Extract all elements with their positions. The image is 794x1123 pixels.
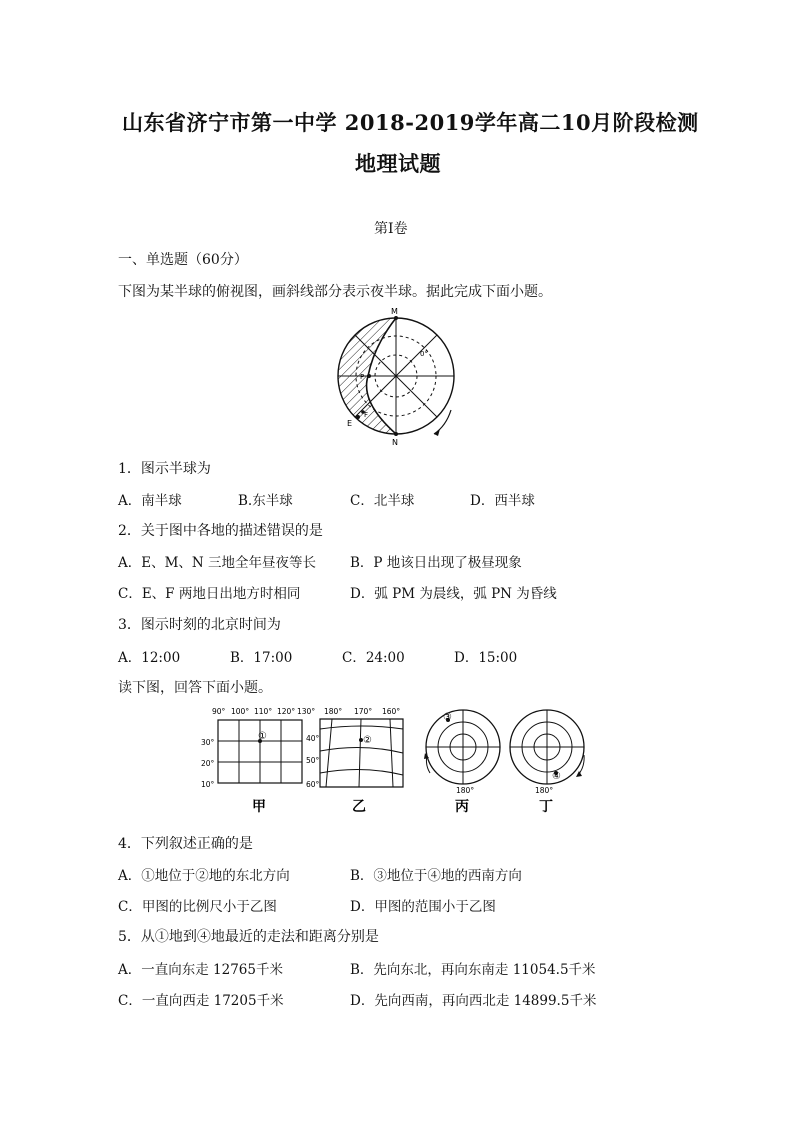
yi-lon-160: 160° xyxy=(382,707,401,716)
question-2-stem: 2．关于图中各地的描述错误的是 xyxy=(118,523,323,539)
yi-lat-60: 60° xyxy=(306,780,320,789)
q1-option-d: D．西半球 xyxy=(470,493,535,509)
q5-option-b: B．先向东北，再向东南走 11054.5千米 xyxy=(350,962,596,978)
question-1-stem: 1．图示半球为 xyxy=(118,461,211,477)
q2-option-a: A．E、M、N 三地全年昼夜等长 xyxy=(118,555,317,571)
jia-lon-110: 110° xyxy=(254,707,273,716)
volume-label: 第I卷 xyxy=(374,221,408,237)
bing-marker-3: ③ xyxy=(443,712,452,723)
q4-option-d: D．甲图的范围小于乙图 xyxy=(350,899,496,915)
caption-ding: 丁 xyxy=(539,799,553,815)
caption-yi: 乙 xyxy=(352,799,366,815)
question-5-stem: 5．从①地到④地最近的走法和距离分别是 xyxy=(118,929,379,945)
bing-lon-180: 180° xyxy=(456,786,475,795)
q2-option-c: C．E、F 两地日出地方时相同 xyxy=(118,586,301,602)
intro-text-1: 下图为某半球的俯视图，画斜线部分表示夜半球。据此完成下面小题。 xyxy=(118,284,552,300)
label-N: N xyxy=(392,438,398,447)
caption-jia: 甲 xyxy=(252,799,266,815)
q5-option-c: C．一直向西走 17205千米 xyxy=(118,993,284,1009)
section-heading: 一、单选题（60分） xyxy=(118,252,248,268)
yi-lat-40: 40° xyxy=(306,734,320,743)
q3-option-c: C．24:00 xyxy=(342,650,405,666)
q5-option-a: A．一直向东走 12765千米 xyxy=(118,962,283,978)
four-maps-figure xyxy=(196,703,602,821)
map-ding xyxy=(510,710,584,815)
label-M: M xyxy=(391,307,398,316)
q5-option-d: D．先向西南，再向西北走 14899.5千米 xyxy=(350,993,597,1009)
jia-lat-30: 30° xyxy=(201,738,215,747)
q4-option-b: B．③地位于④地的西南方向 xyxy=(350,868,522,884)
hemisphere-figure xyxy=(330,302,470,448)
jia-lon-130: 130° xyxy=(297,707,316,716)
ding-lon-180: 180° xyxy=(535,786,554,795)
jia-marker-1: ① xyxy=(258,731,267,742)
q1-option-a: A．南半球 xyxy=(118,493,182,509)
q3-option-d: D．15:00 xyxy=(454,650,518,666)
question-3-stem: 3．图示时刻的北京时间为 xyxy=(118,617,281,633)
q2-option-b: B．P 地该日出现了极昼现象 xyxy=(350,555,522,571)
label-F: F xyxy=(364,411,369,419)
caption-bing: 丙 xyxy=(455,799,469,815)
ding-marker-4: ④ xyxy=(552,771,561,782)
label-P: P xyxy=(360,373,365,381)
jia-lat-20: 20° xyxy=(201,759,215,768)
label-zero-degree: 0° xyxy=(420,350,428,358)
map-jia xyxy=(201,707,315,815)
jia-lon-120: 120° xyxy=(277,707,296,716)
question-4-stem: 4．下列叙述正确的是 xyxy=(118,836,253,852)
q1-option-b: B.东半球 xyxy=(238,493,293,509)
yi-lat-50: 50° xyxy=(306,756,320,765)
page-title: 山东省济宁市第一中学 2018-2019学年高二10月阶段检测 xyxy=(122,110,699,135)
map-yi xyxy=(306,707,403,815)
q3-option-b: B．17:00 xyxy=(230,650,293,666)
yi-lon-180: 180° xyxy=(324,707,343,716)
q4-option-c: C．甲图的比例尺小于乙图 xyxy=(118,899,277,915)
map-bing xyxy=(424,710,500,815)
yi-lon-170: 170° xyxy=(354,707,373,716)
q3-option-a: A．12:00 xyxy=(118,650,181,666)
yi-marker-2: ② xyxy=(363,735,372,746)
jia-lat-10: 10° xyxy=(201,780,215,789)
jia-lon-100: 100° xyxy=(231,707,250,716)
q2-option-d: D．弧 PM 为晨线，弧 PN 为昏线 xyxy=(350,586,557,602)
jia-lon-90: 90° xyxy=(212,707,226,716)
rotation-arrow-icon xyxy=(434,410,451,434)
intro-text-2: 读下图，回答下面小题。 xyxy=(118,680,272,696)
q4-option-a: A．①地位于②地的东北方向 xyxy=(118,868,290,884)
page-subtitle: 地理试题 xyxy=(355,151,441,176)
label-E: E xyxy=(347,419,353,428)
q1-option-c: C．北半球 xyxy=(350,493,415,509)
